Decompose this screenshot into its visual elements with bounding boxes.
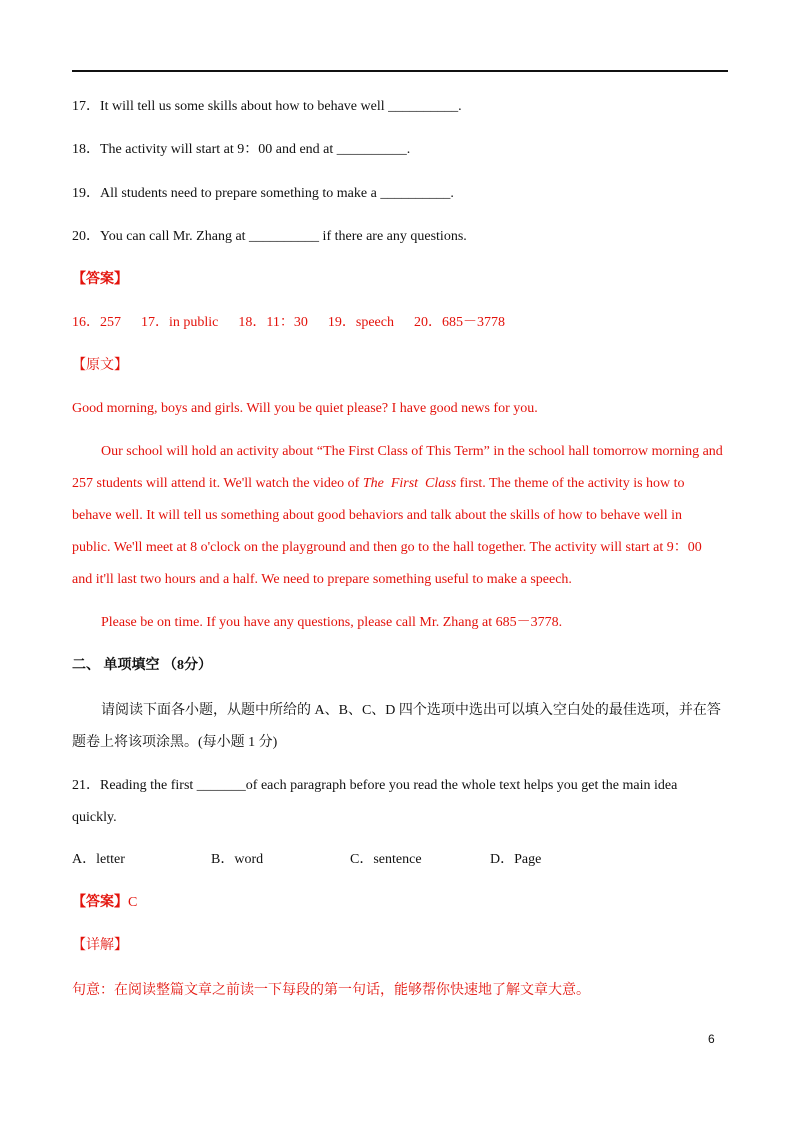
- explain-label: 【详解】: [72, 938, 128, 953]
- question-21-line2: quickly.: [72, 810, 117, 825]
- transcript-p1-line3: behave well. It will tell us something about good behaviors and talk about the skills of how to behave well in: [72, 508, 683, 523]
- option-a: A．letter: [72, 852, 125, 867]
- question-20: 20．You can call Mr. Zhang at __________ if there are any questions.: [72, 229, 467, 244]
- transcript-p1-line2-b: first. The theme of the activity is how to: [456, 476, 685, 491]
- q21-answer: [72, 894, 137, 912]
- answers-row: [72, 314, 505, 332]
- answer-label: 【答案】: [72, 272, 128, 287]
- section2-instruction-line1: 请阅读下面各小题，从题中所给的 A、B、C、D 四个选项中选出可以填入空白处的最佳选项，并在答: [101, 703, 721, 718]
- question-21-line1: 21．Reading the first _______of each paragraph before you read the whole text helps you get the main idea: [72, 778, 678, 793]
- option-b: B．word: [211, 852, 264, 867]
- question-18: 18．The activity will start at 9：00 and end at __________.: [72, 142, 411, 157]
- header-rule: [72, 70, 728, 72]
- transcript-p1-line1: Our school will hold an activity about “The First Class of This Term” in the school hall tomorrow morning and: [101, 444, 723, 459]
- transcript-p1-line4: public. We'll meet at 8 o'clock on the playground and then go to the hall together. The activity will start at 9：00: [72, 540, 702, 555]
- page-number: 6: [708, 1032, 715, 1046]
- answer-20: 20．685－3778: [413, 315, 505, 330]
- q21-answer-label: 【答案】: [72, 895, 128, 910]
- answer-19: 19．speech: [327, 315, 394, 330]
- answer-17: 17．in public: [141, 315, 219, 330]
- explain-text: 句意：在阅读整篇文章之前读一下每段的第一句话，能够帮你快速地了解文章大意。: [72, 983, 590, 998]
- transcript-p1-line5: and it'll last two hours and a half. We need to prepare something useful to make a speech.: [72, 572, 572, 587]
- transcript-p1-line2: [72, 475, 685, 493]
- question-17: 17．It will tell us some skills about how to behave well __________.: [72, 99, 462, 114]
- video-title: The First Class: [362, 476, 457, 491]
- section2-heading: 二、 单项填空 （8分）: [72, 658, 212, 673]
- answer-18: 18．11：30: [238, 315, 308, 330]
- question-19: 19．All students need to prepare something to make a __________.: [72, 186, 454, 201]
- answer-16: 16．257: [72, 315, 121, 330]
- transcript-greeting: Good morning, boys and girls. Will you be quiet please? I have good news for you.: [72, 401, 538, 416]
- option-d: D．Page: [490, 852, 542, 867]
- q21-answer-value: C: [128, 895, 138, 910]
- transcript-p1-line2-a: 257 students will attend it. We'll watch the video of: [72, 476, 363, 491]
- transcript-p2: Please be on time. If you have any questions, please call Mr. Zhang at 685－3778.: [101, 615, 563, 630]
- option-c: C．sentence: [350, 852, 422, 867]
- source-label: 【原文】: [72, 358, 128, 373]
- section2-instruction-line2: 题卷上将该项涂黑。(每小题 1 分): [72, 735, 278, 750]
